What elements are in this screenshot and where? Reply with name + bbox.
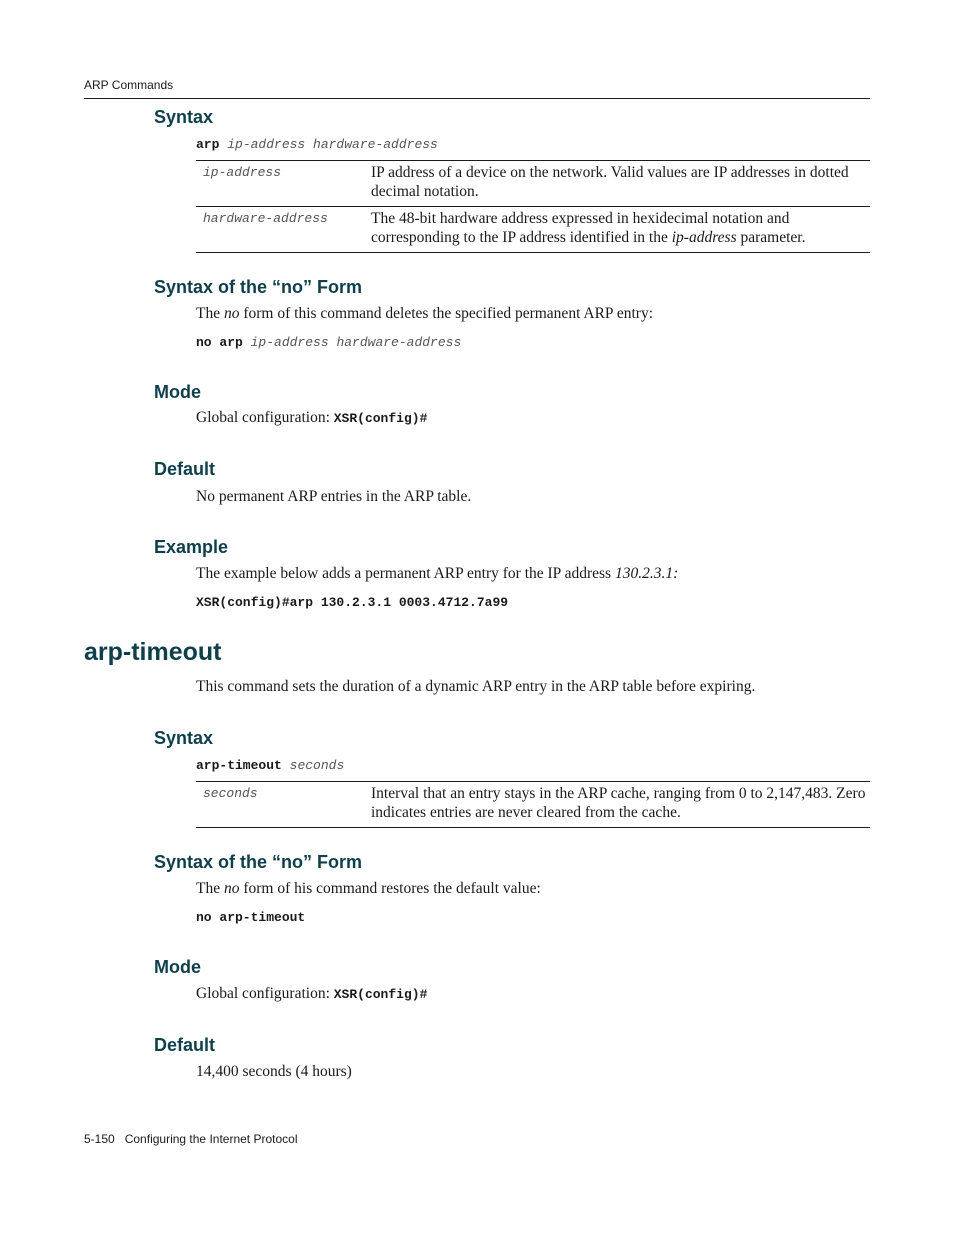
parameter-table	[196, 160, 870, 253]
mode-prompt: XSR(config)#	[333, 411, 428, 426]
command-title: arp-timeout	[84, 638, 222, 666]
text: form of this command deletes the specified permanent ARP entry:	[239, 305, 653, 322]
desc-emphasis: ip-address	[671, 229, 737, 246]
mode-prompt: XSR(config)#	[333, 987, 428, 1002]
text: form of his command restores the default value:	[239, 880, 541, 897]
param-name: ip-address	[203, 165, 282, 180]
table-row	[196, 161, 870, 207]
syntax-heading: Syntax	[154, 107, 214, 127]
param-description	[371, 207, 870, 253]
chapter-title: Configuring the Internet Protocol	[124, 1132, 298, 1146]
mode-text	[196, 409, 427, 427]
parameter-table	[196, 781, 870, 828]
text: The	[196, 880, 224, 897]
no-form-command: no arp-timeout	[196, 910, 306, 925]
no-form-text	[196, 305, 653, 323]
text: Global configuration:	[196, 985, 334, 1002]
no-form-command-line	[196, 910, 305, 925]
syntax-arguments: ip-address hardware-address	[227, 137, 438, 152]
command-intro: This command sets the duration of a dynamic ARP entry in the ARP table before expiring.	[196, 678, 756, 695]
example-command	[196, 595, 508, 610]
no-form-command: no arp	[196, 335, 243, 350]
example-heading: Example	[154, 537, 229, 557]
param-description: Interval that an entry stays in the ARP cache, ranging from 0 to 2,147,483. Zero indicates entries are never cleared from the cache.	[371, 785, 866, 821]
example-command-text: XSR(config)#arp 130.2.3.1 0003.4712.7a99	[196, 595, 509, 610]
param-name: seconds	[203, 786, 258, 801]
table-row	[196, 782, 870, 828]
text: The	[196, 305, 224, 322]
no-form-text	[196, 880, 541, 898]
syntax-command: arp-timeout	[196, 758, 282, 773]
param-name: hardware-address	[203, 211, 328, 226]
syntax-line	[196, 758, 344, 773]
default-heading: Default	[154, 459, 216, 479]
page-number: 5-150	[84, 1132, 115, 1146]
example-text	[196, 565, 678, 583]
running-header: ARP Commands	[84, 78, 174, 92]
default-text: No permanent ARP entries in the ARP table.	[196, 488, 472, 505]
default-heading: Default	[154, 1035, 216, 1055]
mode-heading: Mode	[154, 382, 201, 402]
mode-heading: Mode	[154, 957, 201, 977]
text: Global configuration:	[196, 409, 334, 426]
page-footer	[84, 1132, 298, 1146]
header-rule	[84, 98, 870, 99]
no-form-arguments: ip-address hardware-address	[250, 335, 462, 350]
desc-text: The 48-bit hardware address expressed in hexidecimal notation and corresponding to the IP address identified in the	[371, 210, 790, 246]
no-form-command-line	[196, 335, 461, 350]
text: The example below adds a permanent ARP entry for the IP address	[196, 565, 615, 582]
emphasis: no	[223, 880, 240, 897]
syntax-arguments: seconds	[289, 758, 345, 773]
no-form-heading: Syntax of the “no” Form	[154, 277, 363, 297]
param-description: IP address of a device on the network. Valid values are IP addresses in dotted decimal notation.	[371, 164, 849, 200]
desc-text: parameter.	[736, 229, 806, 246]
no-form-heading: Syntax of the “no” Form	[154, 852, 363, 872]
emphasis: no	[223, 305, 240, 322]
default-text: 14,400 seconds (4 hours)	[196, 1063, 352, 1080]
syntax-heading: Syntax	[154, 728, 214, 748]
mode-text	[196, 985, 427, 1003]
example-ip: 130.2.3.1:	[614, 565, 679, 582]
syntax-command: arp	[196, 137, 220, 152]
syntax-line	[196, 137, 438, 152]
table-row	[196, 207, 870, 253]
